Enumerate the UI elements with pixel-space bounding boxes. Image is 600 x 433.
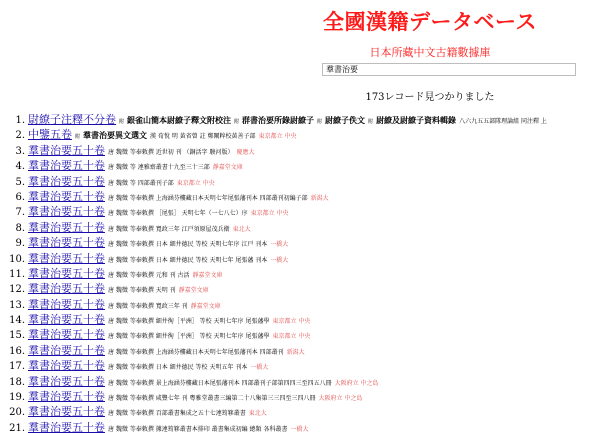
result-title-link[interactable]: 羣書治要五十卷: [28, 159, 105, 172]
appendix-title: 群書治要所錄尉繚子: [242, 115, 315, 125]
holding-library: 新潟大: [286, 348, 305, 356]
result-title-link[interactable]: 羣書治要五十卷: [28, 405, 105, 418]
result-title-link[interactable]: 羣書治要五十卷: [28, 420, 105, 433]
holding-library: 一橋大: [270, 256, 289, 264]
result-number: 9.: [15, 238, 25, 249]
appendix-title: 八六九五五部隊理論組 同注釋 上: [459, 118, 547, 125]
result-number: 7.: [15, 207, 25, 218]
result-meta: 唐 魏徵 等奉敕撰 細井徇［平洲］ 等校 天明七年序 尾張藩學: [108, 333, 270, 341]
holding-library: 靜嘉堂文庫: [192, 271, 223, 279]
result-row: [0, 356, 600, 371]
result-meta: 唐 魏徵 等奉敕撰 景上海涵芬樓藏日本尾張藩刊本 四部叢刊子部第四四三至四五八冊: [108, 379, 332, 387]
results-list: [0, 110, 600, 433]
result-row: [0, 141, 600, 156]
result-row: [0, 233, 600, 248]
result-number: 6.: [15, 191, 25, 203]
result-row: [0, 372, 600, 387]
result-title-link[interactable]: 羣書治要五十卷: [28, 313, 105, 326]
result-title-link[interactable]: 羣書治要五十卷: [28, 143, 105, 157]
search-input[interactable]: [322, 63, 576, 76]
result-title-link[interactable]: 羣書治要五十卷: [28, 205, 105, 218]
result-title-link[interactable]: 中鑒五卷: [28, 128, 72, 141]
result-meta: 唐 魏徵 等 連雅齋叢書十九至三十三部: [108, 164, 210, 172]
result-title-link[interactable]: 羣書治要五十卷: [28, 174, 105, 187]
holding-library: 東北大: [248, 410, 267, 418]
result-title-link[interactable]: 羣書治要五十卷: [28, 236, 105, 249]
result-row: [0, 187, 600, 202]
holding-library: 大阪府立 中之島: [318, 395, 363, 403]
result-row: [0, 295, 600, 310]
result-number: 4.: [15, 161, 25, 172]
result-title-link[interactable]: 羣書治要五十卷: [28, 266, 105, 280]
result-title-link[interactable]: 羣書治要五十卷: [28, 374, 105, 388]
holding-library: 東京都立 中央: [258, 133, 297, 141]
holding-library: 東京都立 中央: [272, 333, 311, 341]
result-meta: 唐 魏徵 等奉敕撰 細井徇［平洲］ 等校 天明七年序 尾張藩學: [108, 318, 270, 326]
result-row: [0, 279, 600, 294]
result-meta: 唐 魏徵 等奉敕撰 日本 細井德民 等校 天明七年 尾張藩 刊本: [108, 256, 268, 264]
result-row: [0, 310, 600, 325]
result-number: 12.: [9, 284, 25, 295]
result-number: 15.: [9, 330, 25, 341]
page-title: 全國漢籍データベース: [323, 9, 537, 34]
holding-library: 東京都立 中央: [272, 318, 311, 326]
holding-library: 靜嘉堂文庫: [212, 164, 243, 172]
result-title-link[interactable]: 羣書治要五十卷: [28, 282, 105, 295]
result-row: [0, 249, 600, 264]
appendix-tag: 附: [368, 119, 374, 125]
result-title-link[interactable]: 羣書治要五十卷: [28, 343, 105, 357]
result-meta: 唐 魏徵 等 四部叢刊子部: [108, 179, 174, 187]
result-row: [0, 172, 600, 187]
holding-library: 東京都立 中央: [250, 210, 289, 218]
appendix-tag: 附: [317, 119, 323, 125]
result-number: 19.: [9, 392, 25, 403]
result-title-link[interactable]: 羣書治要五十卷: [28, 297, 105, 311]
holding-library: 一橋大: [290, 425, 309, 433]
result-meta: 唐 魏徵 等奉敕撰 寬政三年 江戸須原屋茂兵衛: [108, 225, 230, 233]
result-row: [0, 156, 600, 171]
result-meta: 唐 魏徵 等奉敕撰 上海涵芬樓藏日本天明七年尾張藩刊本 四部叢刊: [108, 348, 284, 356]
result-meta: 唐 魏徵 等奉敕撰 ［尾張］ 天明七年（一七八七）序: [108, 210, 248, 218]
appendix-tag: 附: [234, 119, 240, 125]
result-number: 18.: [9, 376, 25, 388]
result-number: 1.: [15, 115, 25, 126]
result-row: [0, 387, 600, 402]
result-number: 8.: [15, 222, 25, 234]
result-number: 5.: [15, 176, 25, 187]
appendix-title: 尉繚及尉繚子資料輯錄: [376, 115, 457, 125]
result-meta: 唐 魏徵 等奉敕撰 日本 細井德民 等校 天明七年序 江戸 刊本: [108, 241, 268, 249]
result-row: [0, 218, 600, 233]
result-meta: 唐 魏徵 等奉敕撰 據連筠簃叢書本排印 叢書集成初編 總類 各科叢書: [108, 425, 288, 433]
result-number: 16.: [9, 345, 25, 357]
holding-library: 一橋大: [250, 364, 269, 372]
result-number: 14.: [9, 315, 25, 326]
holding-library: 靜嘉堂文庫: [178, 287, 209, 295]
result-title-link[interactable]: 羣書治要五十卷: [28, 328, 105, 341]
result-meta: 唐 魏徵 等奉敕撰 寬政三年 刊: [108, 302, 188, 310]
holding-library: 東京都立 中央: [176, 179, 215, 187]
holding-library: 東北大: [232, 225, 251, 233]
holding-library: 靜嘉堂文庫: [190, 302, 221, 310]
result-row: [0, 402, 600, 417]
holding-library: 一橋大: [270, 241, 289, 249]
result-meta: 唐 魏徵 等奉敕撰 百部叢書集成之五十七連筠簃叢書: [108, 410, 246, 418]
result-row: [0, 110, 600, 125]
holding-library: 大阪府立 中之島: [334, 379, 379, 387]
result-number: 17.: [9, 361, 25, 372]
holding-library: 新潟大: [310, 194, 329, 202]
appendix-title: 尉繚子佚文: [325, 115, 366, 125]
result-number: 11.: [9, 268, 25, 280]
result-row: [0, 125, 600, 140]
result-row: [0, 418, 600, 433]
result-number: 10.: [9, 253, 25, 264]
result-meta: 唐 魏徵 等奉敕撰 近世初 刊 （銅活字 駿河版）: [108, 148, 234, 156]
result-title-link[interactable]: 羣書治要五十卷: [28, 359, 105, 372]
result-meta: 唐 魏徵 等奉敕撰 天明 刊: [108, 287, 176, 295]
result-row: [0, 325, 600, 340]
result-meta: 唐 魏徵 等奉敕撰 咸豐七年 刊 粵雅堂叢書三編第二十八集第三三四至三四八冊: [108, 395, 316, 403]
result-number: 13.: [9, 299, 25, 311]
appendix-title: 銀雀山簡本尉繚子釋文附校注: [127, 115, 232, 125]
appendix-title: 漢 荀悅 明 黃省曾 註 鄭闡粹校黃善子部: [150, 133, 256, 141]
result-title-link[interactable]: 尉繚子注釋不分卷: [28, 113, 116, 126]
result-number: 20.: [9, 407, 25, 418]
result-title-link[interactable]: 羣書治要五十卷: [28, 251, 105, 264]
appendix-title: 羣書治要異文選文: [83, 130, 148, 141]
appendix-tag: 附: [119, 119, 125, 125]
result-meta: 唐 魏徵 等奉敕撰 日本 細井德民 等校 天明五年 刊本: [108, 364, 248, 372]
appendix-tag: 附: [75, 134, 81, 141]
result-meta: 唐 魏徵 等奉敕撰 上海涵芬樓藏日本天明七年尾張藩刊本 四部叢刊初編子部: [108, 194, 308, 202]
result-number: 3.: [15, 145, 25, 157]
result-title-link[interactable]: 羣書治要五十卷: [28, 220, 105, 234]
result-number: 2.: [15, 130, 25, 141]
result-row: [0, 341, 600, 356]
result-meta: 唐 魏徵 等奉敕撰 元和 刊 古活: [108, 271, 190, 279]
results-count: 173レコード見つかりました: [365, 92, 495, 103]
result-row: [0, 264, 600, 279]
result-title-link[interactable]: 羣書治要五十卷: [28, 390, 105, 403]
result-title-link[interactable]: 羣書治要五十卷: [28, 189, 105, 203]
holding-library: 慶應大: [236, 148, 255, 156]
result-row: [0, 202, 600, 217]
page-subtitle: 日本所藏中文古籍數據庫: [369, 46, 491, 59]
result-number: 21.: [9, 422, 25, 433]
